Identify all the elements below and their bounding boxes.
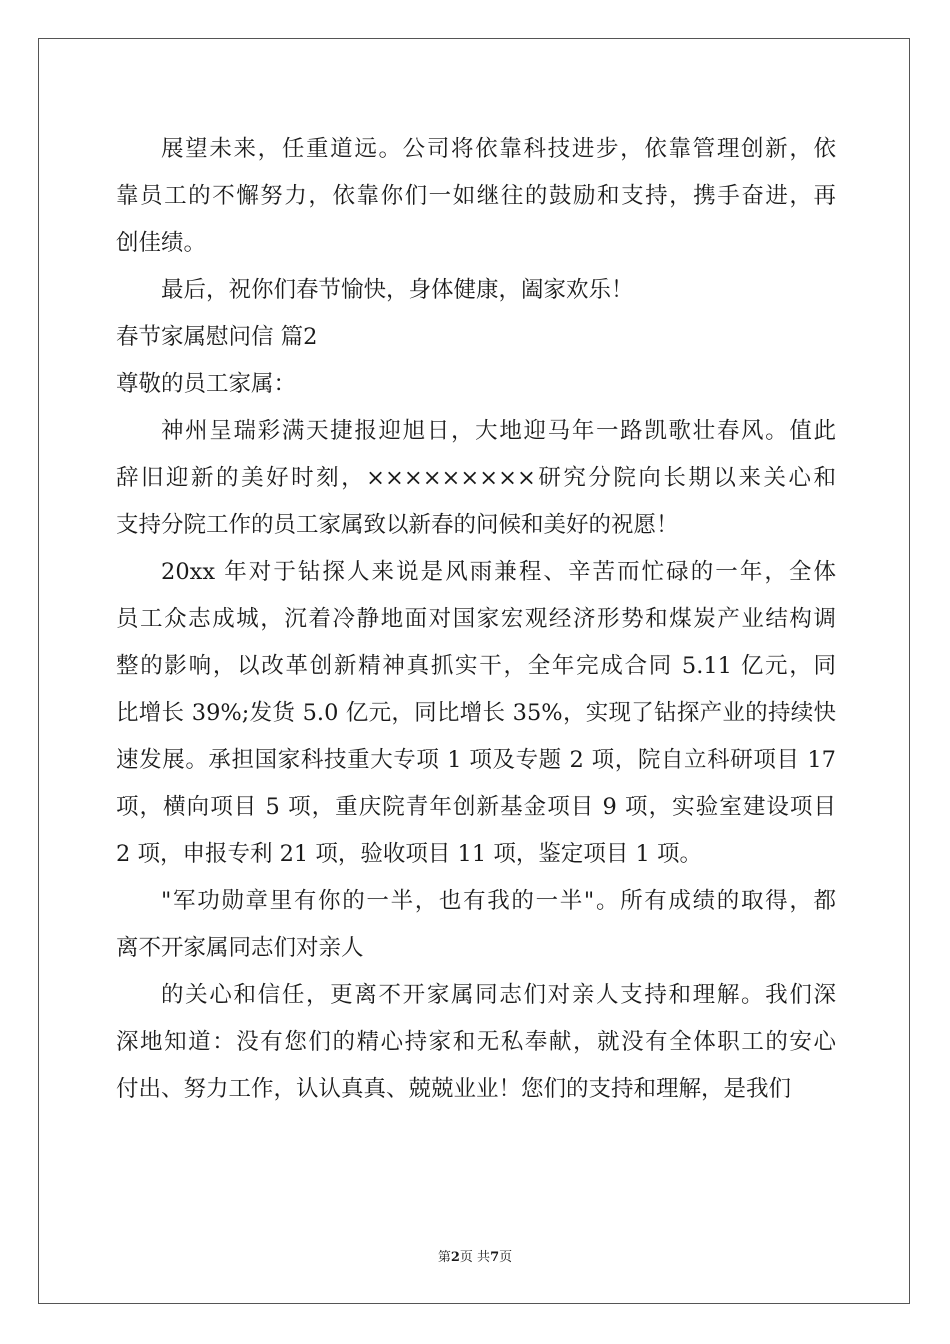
- text-line: 的关心和信任，更离不开家属同志们对亲人支持和理解。我们深: [161, 982, 836, 1008]
- paragraph-p3: [116, 314, 836, 361]
- text-line: 靠员工的不懈努力，依靠你们一如继往的鼓励和支持，携手奋进，再: [116, 183, 836, 209]
- paragraph-p4: [116, 361, 836, 408]
- footer-page-number: 2: [450, 1250, 460, 1265]
- paragraph-p2: [116, 267, 836, 314]
- text-line: 深地知道：没有您们的精心持家和无私奉献，就没有全体职工的安心: [116, 1029, 836, 1055]
- text-line: 离不开家属同志们对亲人: [116, 935, 364, 961]
- footer-middle: 页 共: [459, 1250, 491, 1265]
- text-line: 尊敬的员工家属：: [116, 371, 297, 397]
- page-footer: [0, 1249, 950, 1267]
- text-line: "军功勋章里有你的一半，也有我的一半"。所有成绩的取得，都: [161, 888, 836, 914]
- text-line: 神州呈瑞彩满天捷报迎旭日，大地迎马年一路凯歌壮春风。值此: [161, 418, 836, 444]
- text-line: 创佳绩。: [116, 230, 207, 256]
- text-line: 项，横向项目 5 项，重庆院青年创新基金项目 9 项，实验室建设项目: [116, 794, 836, 820]
- text-line: 最后，祝你们春节愉快，身体健康，阖家欢乐！: [161, 277, 634, 303]
- text-line: 辞旧迎新的美好时刻，×××××××××研究分院向长期以来关心和: [116, 465, 836, 491]
- text-line: 比增长 39%;发货 5.0 亿元，同比增长 35%，实现了钻探产业的持续快: [116, 700, 836, 726]
- footer-prefix: 第: [437, 1250, 451, 1265]
- text-line: 2 项，申报专利 21 项，验收项目 11 项，鉴定项目 1 项。: [116, 841, 702, 867]
- paragraph-p6: [116, 549, 836, 878]
- document-body: [116, 126, 836, 1113]
- text-line: 展望未来，任重道远。公司将依靠科技进步，依靠管理创新，依: [161, 136, 836, 162]
- text-line: 速发展。承担国家科技重大专项 1 项及专题 2 项，院自立科研项目 17: [116, 747, 836, 773]
- paragraph-p5: [116, 408, 836, 549]
- text-line: 支持分院工作的员工家属致以新春的问候和美好的祝愿！: [116, 512, 679, 538]
- text-line: 20xx 年对于钻探人来说是风雨兼程、辛苦而忙碌的一年，全体: [161, 559, 836, 585]
- paragraph-p1: [116, 126, 836, 267]
- text-line: 春节家属慰问信 篇2: [116, 324, 318, 350]
- footer-suffix: 页: [499, 1250, 513, 1265]
- paragraph-p8: [116, 972, 836, 1113]
- text-line: 整的影响，以改革创新精神真抓实干，全年完成合同 5.11 亿元，同: [116, 653, 836, 679]
- text-line: 员工众志成城，沉着冷静地面对国家宏观经济形势和煤炭产业结构调: [116, 606, 836, 632]
- text-line: 付出、努力工作，认认真真、兢兢业业！您们的支持和理解，是我们: [116, 1076, 792, 1102]
- footer-total-pages: 7: [490, 1250, 500, 1265]
- paragraph-p7: [116, 878, 836, 972]
